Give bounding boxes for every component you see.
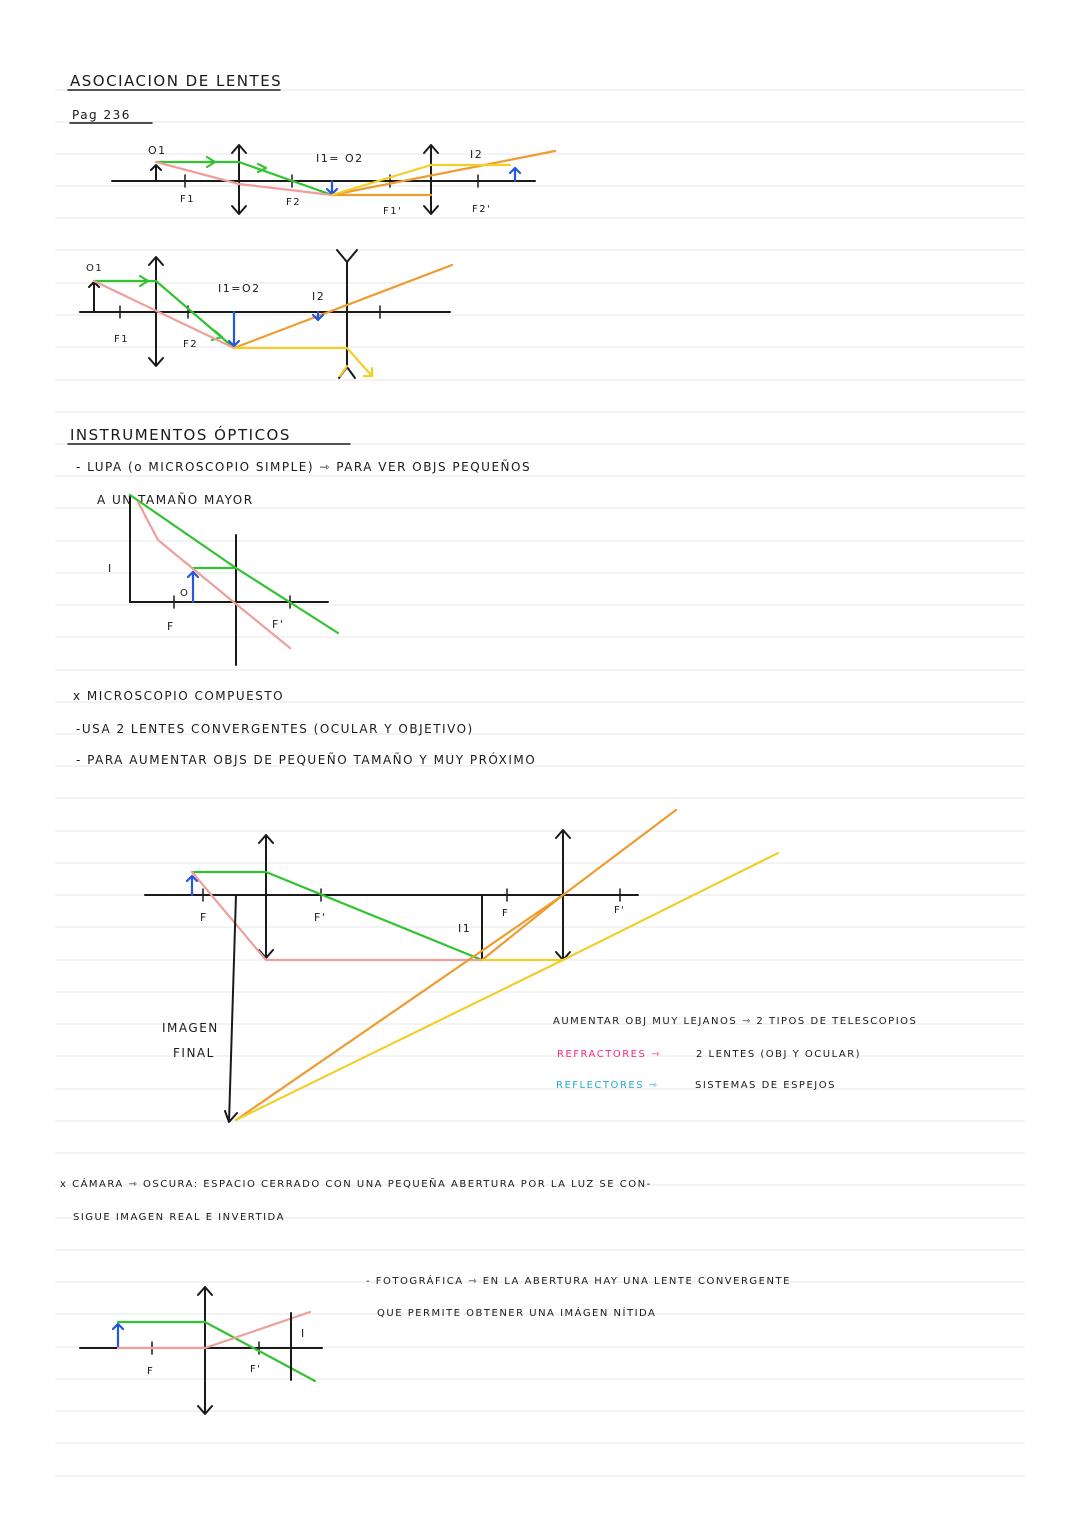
- diagram-magnifier: [108, 495, 338, 665]
- label-f2-prime: F2': [472, 204, 492, 215]
- ray-pink-5: [118, 1312, 310, 1348]
- magnifier-line-2: A UN TAMAÑO MAYOR: [97, 493, 254, 507]
- ray-central-pink: [156, 162, 332, 195]
- label-i1-o2-2: I1=O2: [218, 282, 261, 295]
- label-i2-2: I2: [312, 290, 326, 303]
- compound-microscope-heading: x MICROSCOPIO COMPUESTO: [73, 689, 285, 703]
- ray-parallel-green: [156, 162, 332, 195]
- photo-camera-line-2: QUE PERMITE OBTENER UNA IMÁGEN NÍTIDA: [377, 1308, 657, 1319]
- final-image-arrow-2: [313, 312, 323, 320]
- intermediate-image-arrow: [327, 181, 337, 194]
- label-f-eyepiece: F: [502, 908, 510, 919]
- label-final-image-1: IMAGEN: [162, 1021, 219, 1035]
- ray-orange-4: [236, 810, 676, 1120]
- object-arrow-5: [113, 1324, 123, 1348]
- reflectors-text: SISTEMAS DE ESPEJOS: [695, 1080, 836, 1091]
- refractors-label: REFRACTORES ⇾: [557, 1049, 661, 1060]
- compound-microscope-bullet-1: -USA 2 LENTES CONVERGENTES (OCULAR Y OBJETIVO): [76, 722, 474, 736]
- label-f-3: F: [167, 620, 175, 633]
- page-reference: Pag 236: [72, 108, 131, 122]
- magnifier-line-1: - LUPA (o MICROSCOPIO SIMPLE) ⇾ PARA VER OBJS PEQUEÑOS: [76, 460, 532, 474]
- label-f-prime-eyepiece: F': [614, 905, 626, 916]
- label-i2: I2: [470, 148, 484, 161]
- ray-green-3: [193, 568, 338, 633]
- camera-obscura-line-2: SIGUE IMAGEN REAL E INVERTIDA: [73, 1212, 285, 1223]
- diagram-compound-microscope: [145, 810, 778, 1122]
- label-i-3: I: [108, 562, 113, 575]
- label-i1-4: I1: [458, 922, 472, 935]
- label-o1: O1: [148, 144, 167, 157]
- lens-1: [232, 145, 246, 214]
- final-image-arrow-4: [225, 895, 237, 1122]
- label-final-image-2: FINAL: [173, 1046, 215, 1060]
- label-i1-o2: I1= O2: [316, 152, 364, 165]
- label-f-prime-3: F': [272, 618, 285, 631]
- object-arrow-4: [187, 876, 197, 895]
- camera-obscura-line-1: x CÁMARA ⇾ OSCURA: ESPACIO CERRADO CON UNA PEQUEÑA ABERTURA POR LA LUZ SE CON-: [60, 1179, 652, 1190]
- lens-2: [424, 145, 438, 214]
- refractors-text: 2 LENTES (OBJ Y OCULAR): [696, 1049, 862, 1060]
- ruled-lines: [55, 90, 1025, 1476]
- ray-orange: [332, 151, 555, 195]
- label-f1: F1: [180, 194, 196, 205]
- label-i-5: I: [301, 1327, 306, 1340]
- object-arrow-2: [89, 282, 99, 312]
- label-f2-2: F2: [183, 339, 199, 350]
- label-o1-2: O1: [86, 263, 104, 274]
- reflectors-label: REFLECTORES ⇾: [556, 1080, 659, 1091]
- diagram-two-converging-lenses: [112, 144, 555, 217]
- label-o-3: O: [180, 588, 190, 599]
- telescopes-line-1: AUMENTAR OBJ MUY LEJANOS ⇾ 2 TIPOS DE TELESCOPIOS: [553, 1016, 918, 1027]
- compound-microscope-bullet-2: - PARA AUMENTAR OBJS DE PEQUEÑO TAMAÑO Y MUY PRÓXIMO: [76, 753, 537, 767]
- object-arrow: [151, 165, 161, 181]
- label-f-5: F: [147, 1366, 155, 1377]
- label-f-prime-4: F': [314, 911, 327, 924]
- ray-yellow-2b: [340, 366, 347, 376]
- camera-lens: [198, 1287, 212, 1414]
- page-title: ASOCIACION DE LENTES: [70, 72, 283, 90]
- label-f2: F2: [286, 197, 302, 208]
- object-arrow-3: [188, 572, 198, 602]
- label-f1-2: F1: [114, 334, 130, 345]
- label-f-prime-5: F': [250, 1364, 262, 1375]
- final-image-arrow: [510, 168, 520, 181]
- diagram-converging-diverging-lenses: [80, 250, 452, 378]
- label-f1-prime: F1': [383, 206, 403, 217]
- diverging-lens: [337, 250, 357, 378]
- ray-arrowheads-green: [207, 157, 266, 172]
- ray-pink-3: [138, 502, 290, 648]
- section-heading-optical-instruments: INSTRUMENTOS ÓPTICOS: [70, 426, 291, 444]
- intermediate-image-arrow-2: [229, 312, 239, 346]
- ray-orange-2: [234, 265, 452, 348]
- label-f-4: F: [200, 911, 208, 924]
- objective-lens: [259, 835, 273, 958]
- diagram-camera: [80, 1287, 322, 1414]
- photo-camera-line-1: - FOTOGRÁFICA ⇾ EN LA ABERTURA HAY UNA LENTE CONVERGENTE: [366, 1276, 791, 1287]
